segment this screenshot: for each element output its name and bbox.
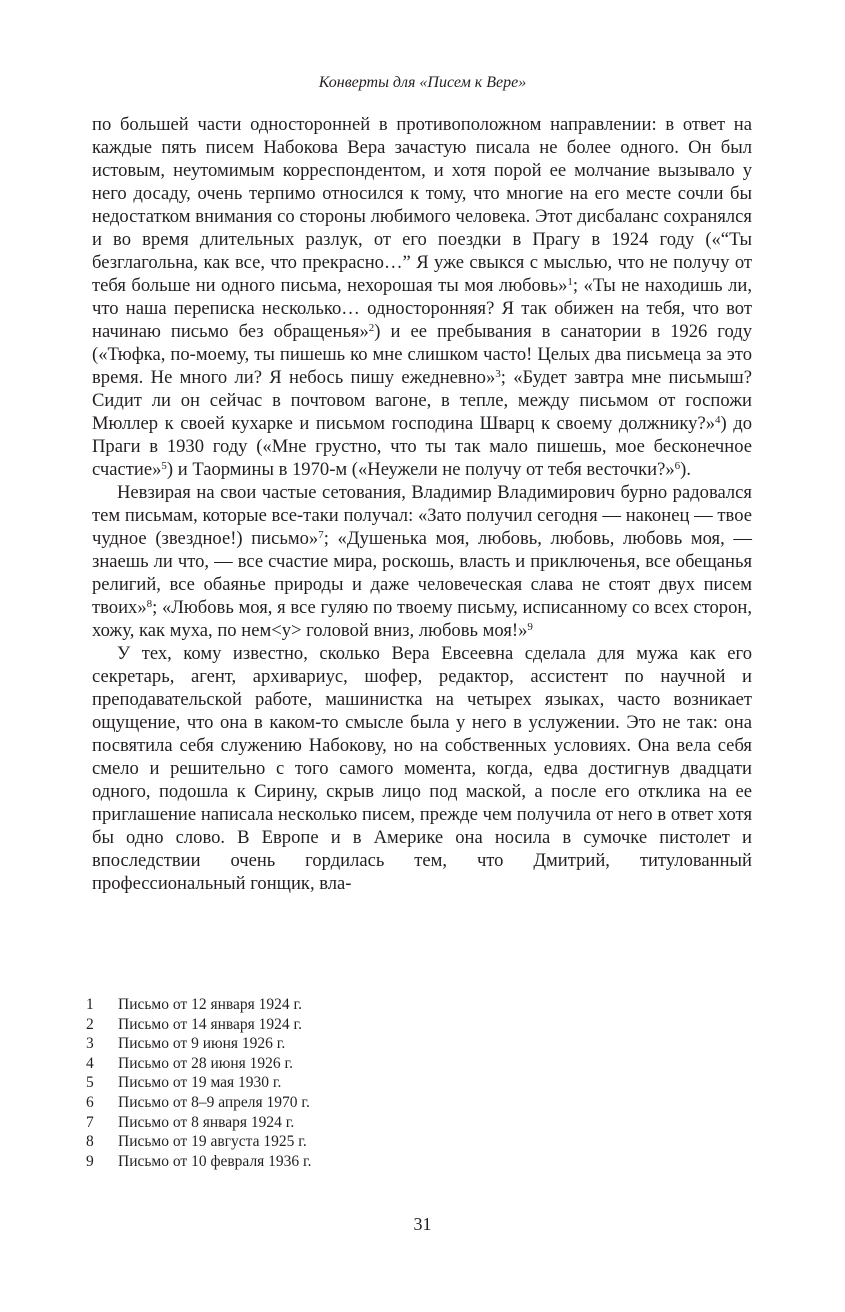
paragraph-1: по большей части односторонней в противоположном направлении: в ответ на каждые пять писем Набокова Вера зачастую писала не более одного. Он был истовым, неутомимым корреспондентом, и хотя порой ее молчание вызывало у него досаду, очень терпимо относился к тому, что многие на его месте сочли бы недостатком внимания со стороны любимого человека. Этот дисбаланс сохранялся и во время длительных разлук, от его поездки в Прагу в 1924 году («“Ты безглагольна, как все, что прекрасно…” Я уже свыкся с мыслью, что не получу от тебя больше ни одного письма, нехорошая ты моя любовь»$^1$; «Ты не находишь ли, что наша переписка несколько… односторонняя? Я так обижен на тебя, что вот начинаю письмо без обращенья»$^2$) и ее пребывания в санатории в 1926 году («Тюфка, по-моему, ты пишешь ко мне слишком часто! Целых два письмеца за это время. Не много ли? Я небось пишу ежедневно»$^3$; «Будет завтра мне письмыш? Сидит ли он сейчас в почтовом вагоне, в тепле, между письмом от госпожи Мюллер к своей кухарке и письмом господина Шварц к своему должнику?»$^4$) до Праги в 1930 году («Мне грустно, что ты так мало пишешь, мое бесконечное счастие»$^5$) и Таормины в 1970-м («Неужели не получу от тебя весточки?»$^6$). bbox=[92, 114, 753, 480]
footnote-8 bbox=[86, 1132, 726, 1152]
footnote-3 bbox=[86, 1034, 726, 1054]
footnote-2 bbox=[86, 1015, 726, 1035]
page-number: 31 bbox=[413, 1214, 432, 1234]
footnote-number: 6 bbox=[86, 1093, 94, 1111]
footnote-ref-4[interactable]: 4 bbox=[715, 414, 721, 426]
footnotes bbox=[86, 995, 726, 1171]
footnote-text: Письмо от 19 мая 1930 г. bbox=[118, 1074, 282, 1092]
footnote-number: 1 bbox=[86, 996, 94, 1013]
footnote-text: Письмо от 8 января 1924 г. bbox=[118, 1113, 295, 1131]
body-text bbox=[92, 113, 752, 895]
paragraph-3: У тех, кому известно, сколько Вера Евсеевна сделала для мужа как его секретарь, агент, архивариус, шофер, редактор, ассистент по научной и преподавательской работе, машинистка на четырех языках, часто возникает ощущение, что она в каком-то смысле была у него в услужении. Это не так: она посвятила себя служению Набокову, но на собственных условиях. Она вела себя смело и решительно с того самого момента, когда, едва достигнув двадцати одного, подошла к Сирину, скрыв лицо под маской, а после его отклика на ее приглашение написала несколько писем, прежде чем получила от него в ответ хотя бы одно слово. В Европе и в Америке она носила в сумочке пистолет и впоследствии очень гордилась тем, что Дмитрий, титулованный профессиональный гонщик, вла- bbox=[92, 643, 752, 894]
footnote-5 bbox=[86, 1073, 726, 1093]
footnote-4 bbox=[86, 1054, 726, 1074]
footnote-number: 4 bbox=[86, 1054, 94, 1072]
footnote-ref-6[interactable]: 6 bbox=[674, 460, 681, 472]
footnote-ref-7[interactable]: 7 bbox=[318, 529, 324, 541]
footnote-7 bbox=[86, 1113, 726, 1133]
footnote-ref-2[interactable]: 2 bbox=[368, 322, 375, 334]
footnote-ref-5[interactable]: 5 bbox=[161, 460, 167, 472]
running-head: Конверты для «Писем к Вере» bbox=[318, 74, 527, 91]
footnote-text: Письмо от 19 августа 1925 г. bbox=[118, 1133, 307, 1151]
footnote-text: Письмо от 14 января 1924 г. bbox=[118, 1015, 302, 1033]
footnote-text: Письмо от 10 февраля 1936 г. bbox=[118, 1152, 312, 1170]
footnote-number: 8 bbox=[86, 1133, 94, 1151]
footnote-number: 2 bbox=[86, 1015, 94, 1033]
footnote-number: 9 bbox=[86, 1152, 94, 1170]
footnote-text: Письмо от 28 июня 1926 г. bbox=[118, 1054, 293, 1072]
footnote-9 bbox=[86, 1152, 726, 1172]
footnote-number: 7 bbox=[86, 1113, 94, 1131]
footnote-ref-9[interactable]: 9 bbox=[527, 621, 533, 633]
footnote-ref-8[interactable]: 8 bbox=[146, 598, 153, 610]
footnote-number: 3 bbox=[86, 1035, 94, 1053]
paragraph-2: Невзирая на свои частые сетования, Владимир Владимирович бурно радовался тем письмам, которые все-таки получал: «Зато получил сегодня — наконец — твое чудное (звездное!) письмо»$^7$; «Душенька моя, любовь, любовь, любовь моя, — знаешь ли что, — все счастие мира, роскошь, власть и приключенья, все обещанья религий, все обаянье природы и даже человеческая слава не стоят двух писем твоих»$^8$; «Любовь моя, я все гуляю по твоему письму, исписанному со всех сторон, хожу, как муха, по нем<у> головой вниз, любовь моя!»$^9$ bbox=[92, 482, 752, 641]
footnote-6 bbox=[86, 1093, 726, 1113]
footnote-number: 5 bbox=[86, 1074, 94, 1092]
footnote-ref-1[interactable]: 1 bbox=[567, 276, 573, 288]
footnote-text: Письмо от 8–9 апреля 1970 г. bbox=[118, 1093, 310, 1111]
footnote-ref-3[interactable]: 3 bbox=[495, 368, 501, 380]
footnote-text: Письмо от 9 июня 1926 г. bbox=[118, 1035, 286, 1053]
footnote-text: Письмо от 12 января 1924 г. bbox=[118, 996, 302, 1013]
footnote-1 bbox=[86, 995, 726, 1015]
